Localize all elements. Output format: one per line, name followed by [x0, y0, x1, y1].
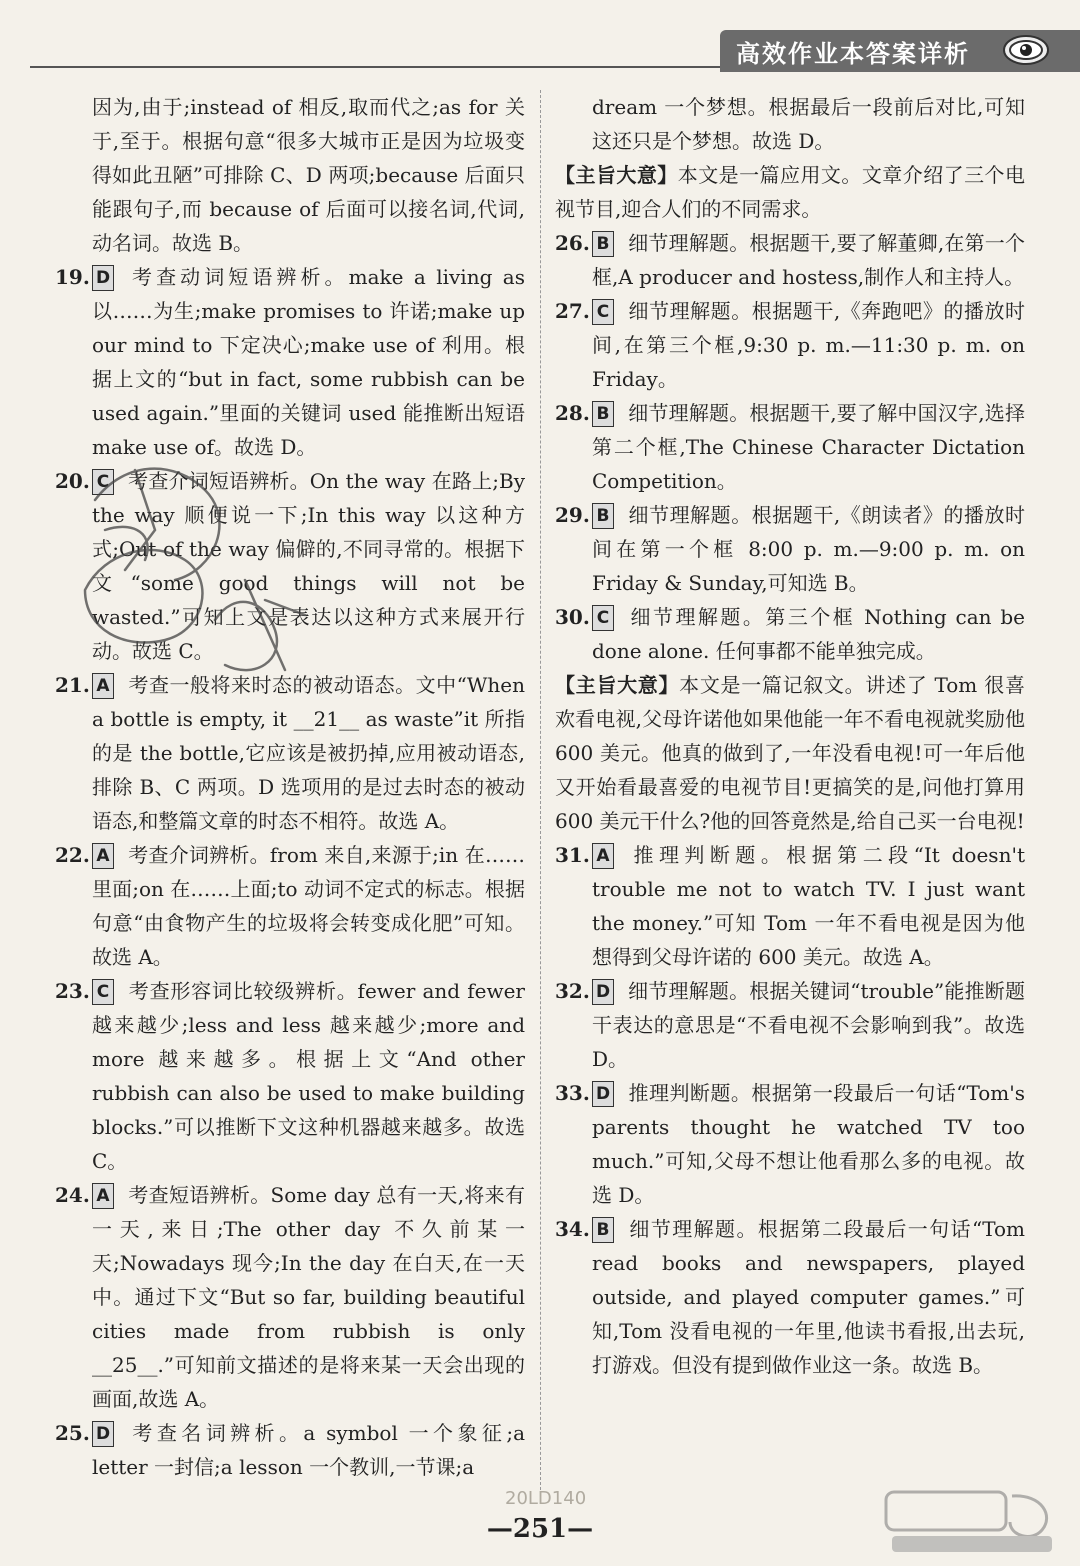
answer-badge: A [92, 673, 114, 699]
answer-item [555, 1076, 1025, 1212]
answer-badge: A [92, 1183, 114, 1209]
answer-item [55, 1416, 525, 1484]
answer-item [55, 838, 525, 974]
explanation-text: 考查名词辨析。a symbol 一个象征;a letter 一封信;a lesson 一个教训,一节课;a [92, 1421, 525, 1479]
explanation-text: 考查介词辨析。from 来自,来源于;in 在……里面;on 在……上面;to 动词不定式的标志。根据句意“由食物产生的垃圾将会转变成化肥”可知。故选 A。 [92, 843, 525, 969]
main-idea-text: 本文是一篇应用文。文章介绍了三个电视节目,迎合人们的不同需求。 [555, 163, 1026, 221]
answer-item [55, 974, 525, 1178]
explanation-text: 考查动词短语辨析。make a living as 以……为生;make promises to 许诺;make up our mind to 下定决心;make use of 利用。根据上文的“but in fact, some rubbish can be used again.”里面的关键词 used 能推断出短语 make use of。故选 D。 [92, 265, 525, 459]
question-number: 30. [555, 605, 590, 629]
header-tab [720, 30, 1080, 72]
question-number: 28. [555, 401, 590, 425]
answer-badge: D [592, 979, 614, 1005]
question-number: 29. [555, 503, 590, 527]
question-number: 31. [555, 843, 590, 867]
question-number: 21. [55, 673, 90, 697]
answer-item [555, 226, 1025, 294]
answer-badge: C [92, 469, 114, 495]
eye-icon [1002, 34, 1050, 66]
explanation-text: 细节理解题。根据题干,要了解中国汉字,选择第二个框,The Chinese Character Dictation Competition。 [592, 401, 1025, 493]
answer-badge: B [592, 231, 614, 257]
explanation-text: 细节理解题。根据第二段最后一句话“Tom read books and newspapers, played outside, and played computer games.”可知,Tom 没看电视的一年里,他读书看报,出去玩,打游戏。但没有提到做作业这一条。故选 B。 [592, 1217, 1025, 1377]
explanation-text: 考查形容词比较级辨析。fewer and fewer 越来越少;less and less 越来越少;more and more 越来越多。根据上文“And other rubbish can also be used to make building blocks.”可以推断下文这种机器越来越多。故选 C。 [92, 979, 525, 1173]
question-number: 34. [555, 1217, 590, 1241]
main-idea [555, 158, 1025, 226]
explanation-text: 细节理解题。根据题干,《朗读者》的播放时间在第一个框 8:00 p. m.—9:00 p. m. on Friday & Sunday,可知选 B。 [592, 503, 1025, 595]
main-idea-text: 本文是一篇记叙文。讲述了 Tom 很喜欢看电视,父母许诺他如果他能一年不看电视就奖励他 600 美元。他真的做到了,一年没看电视!可一年后他又开始看最喜爱的电视节目!更搞笑的是,问他打算用 600 美元干什么?他的回答竟然是,给自己买一台电视! [555, 673, 1025, 833]
answer-badge: C [592, 605, 614, 631]
answer-item [555, 396, 1025, 498]
question-number: 26. [555, 231, 590, 255]
question-number: 20. [55, 469, 90, 493]
answer-badge: C [92, 979, 114, 1005]
question-number: 19. [55, 265, 90, 289]
question-number: 27. [555, 299, 590, 323]
answer-badge: C [592, 299, 614, 325]
right-column [555, 90, 1025, 1382]
answer-item [555, 600, 1025, 668]
answer-item [55, 464, 525, 668]
answer-item [55, 1178, 525, 1416]
answer-item [55, 668, 525, 838]
answer-badge: D [592, 1081, 614, 1107]
page-number: —251— [486, 1514, 594, 1544]
answer-badge: A [92, 843, 114, 869]
explanation-text: 考查介词短语辨析。On the way 在路上;By the way 顺便说一下;In this way 以这种方式;Out of the way 偏僻的,不同寻常的。根据下文“some good things will not be wasted.”可知上文是表达以这种方式来展开行动。故选 C。 [92, 469, 525, 663]
explanation-text: 细节理解题。根据关键词“trouble”能推断题干表达的意思是“不看电视不会影响到我”。故选 D。 [592, 979, 1025, 1071]
answer-badge: A [592, 843, 614, 869]
answer-item [555, 498, 1025, 600]
explanation-text: 细节理解题。根据题干,《奔跑吧》的播放时间,在第三个框,9:30 p. m.—11:30 p. m. on Friday。 [592, 299, 1025, 391]
answer-badge: B [592, 503, 614, 529]
answer-item [555, 1212, 1025, 1382]
continued-text: 因为,由于;instead of 相反,取而代之;as for 关于,至于。根据句意“很多大城市正是因为垃圾变得如此丑陋”可排除 C、D 两项;because 后面只能跟句子,而 because of 后面可以接名词,代词,动名词。故选 B。 [92, 95, 525, 255]
explanation-text: 推理判断题。根据第一段最后一句话“Tom's parents thought he watched TV too much.”可知,父母不想让他看那么多的电视。故选 D。 [592, 1081, 1025, 1207]
answer-item [555, 974, 1025, 1076]
main-idea-label: 【主旨大意】 [555, 163, 678, 187]
explanation-text: 考查一般将来时态的被动语态。文中“When a bottle is empty, it __21__ as waste”it 所指的是 the bottle,它应该是被扔掉,应用被动语态,排除 B、C 两项。D 选项用的是过去时态的被动语态,和整篇文章的时态不相符。故选 A。 [92, 673, 525, 833]
explanation-text: 考查短语辨析。Some day 总有一天,将来有一天,来日;The other day 不久前某一天;Nowadays 现今;In the day 在白天,在一天中。通过下文“But so far, building beautiful cities made from rubbish is only __25__.”可知前文描述的是将来某一天会出现的画面,故选 A。 [92, 1183, 525, 1411]
explanation-text: 细节理解题。第三个框 Nothing can be done alone. 任何事都不能单独完成。 [592, 605, 1025, 663]
main-idea [555, 668, 1025, 838]
answer-badge: D [92, 265, 114, 291]
question-number: 33. [555, 1081, 590, 1105]
answer-badge: D [92, 1421, 114, 1447]
question-number: 23. [55, 979, 90, 1003]
answer-item [555, 294, 1025, 396]
answer-badge: B [592, 1217, 614, 1243]
header-title: 高效作业本答案详析 [736, 39, 970, 68]
question-number: 25. [55, 1421, 90, 1445]
question-number: 22. [55, 843, 90, 867]
explanation-text: 推理判断题。根据第二段“It doesn't trouble me not to watch TV. I just want the money.”可知 Tom 一年不看电视是因为他想得到父母许诺的 600 美元。故选 A。 [592, 843, 1025, 969]
main-idea-label: 【主旨大意】 [555, 673, 680, 697]
question-number: 24. [55, 1183, 90, 1207]
watermark-code: 20LD140 [505, 1488, 587, 1509]
site-logo [882, 1486, 1062, 1556]
answer-item [55, 260, 525, 464]
question-number: 32. [555, 979, 590, 1003]
column-divider [540, 90, 541, 1500]
page-header [0, 0, 1080, 78]
explanation-text: 细节理解题。根据题干,要了解董卿,在第一个框,A producer and hostess,制作人和主持人。 [592, 231, 1025, 289]
continued-text: dream 一个梦想。根据最后一段前后对比,可知这还只是个梦想。故选 D。 [592, 95, 1025, 153]
answer-badge: B [592, 401, 614, 427]
left-column [55, 90, 525, 1484]
answer-item [555, 838, 1025, 974]
